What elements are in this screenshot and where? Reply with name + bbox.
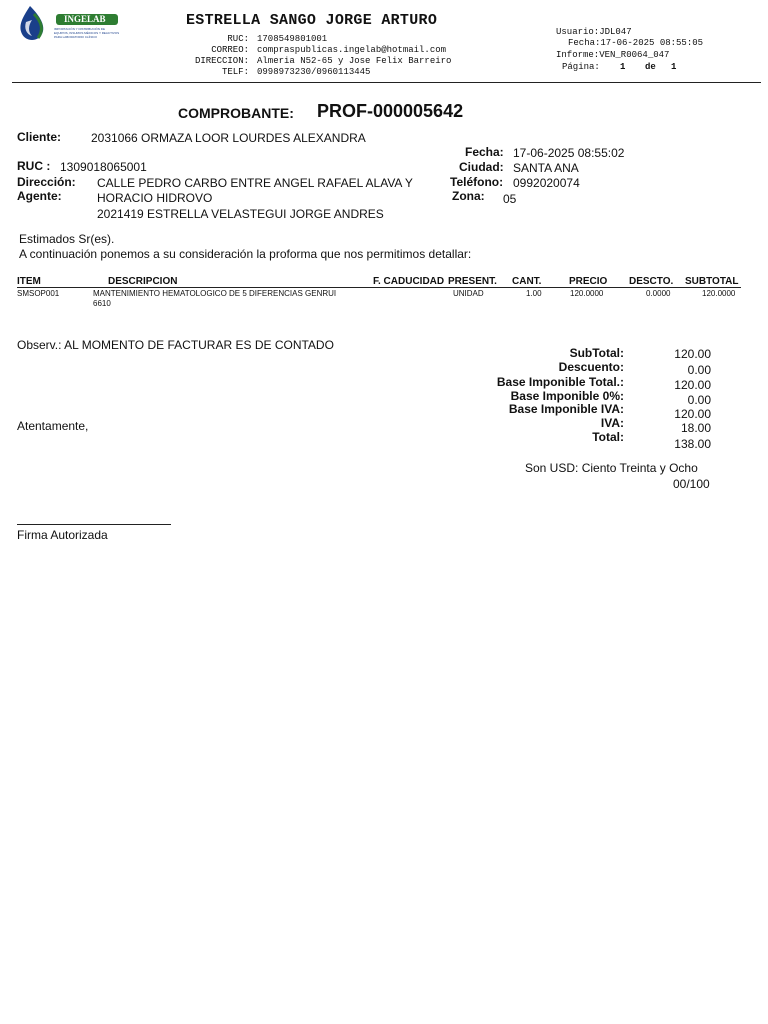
col-descto-header: DESCTO. [629, 276, 674, 287]
client-direccion-label: Dirección: [17, 175, 76, 189]
col-precio-header: PRECIO [569, 276, 608, 287]
company-telf: 0998973230/0960113445 [257, 67, 371, 77]
descuento-value: 0.00 [687, 363, 711, 377]
company-ruc-label: RUC: [227, 34, 249, 44]
client-agente-label: Agente: [17, 189, 62, 203]
row-present: UNIDAD [453, 289, 484, 298]
iva-value: 18.00 [680, 421, 711, 435]
row-descto: 0.0000 [646, 289, 671, 298]
observation: Observ.: AL MOMENTO DE FACTURAR ES DE CONTADO [17, 338, 334, 352]
intro-text: A continuación ponemos a su consideración la proforma que nos permitimos detallar: [19, 247, 472, 261]
table-header-divider [17, 287, 741, 288]
subtotal-label: SubTotal: [569, 346, 624, 360]
client-fecha: 17-06-2025 08:55:02 [513, 146, 625, 160]
total-value: 138.00 [674, 437, 711, 451]
col-present-header: PRESENT. [448, 276, 497, 287]
row-subtotal: 120.0000 [702, 289, 736, 298]
comprobante-label: COMPROBANTE: [178, 105, 294, 121]
client-fecha-label: Fecha: [465, 145, 504, 159]
logo-text: INGELAB [64, 14, 106, 24]
cliente-value: 2031066 ORMAZA LOOR LOURDES ALEXANDRA [91, 131, 366, 145]
logo-tagline: IMPORTACIÓN Y DISTRIBUCIÓN DE EQUIPOS, INSUMOS MÉDICOS Y REACTIVOS PARA LABORATORIO CLÍNICO [54, 27, 120, 39]
row-cant: 1.00 [526, 289, 542, 298]
col-caducidad-header: F. CADUCIDAD [373, 276, 445, 287]
base-0-label: Base Imponible 0%: [510, 389, 624, 403]
row-precio: 120.0000 [570, 289, 604, 298]
company-telf-label: TELF: [221, 67, 249, 77]
base-iva-label: Base Imponible IVA: [508, 402, 624, 416]
amount-cents: 00/100 [673, 477, 710, 491]
client-direccion-line2: HORACIO HIDROVO [97, 191, 213, 205]
descuento-label: Descuento: [558, 360, 624, 374]
company-name: ESTRELLA SANGO JORGE ARTURO [186, 12, 438, 29]
cliente-label: Cliente: [17, 130, 62, 144]
subtotal-value: 120.00 [674, 347, 711, 361]
col-item-header: ITEM [17, 276, 41, 287]
signature-line [17, 524, 171, 525]
company-direccion: Almeria N52-65 y Jose Felix Barreiro [257, 56, 452, 66]
row-item: SMSOP001 [17, 289, 60, 298]
closing-text: Atentamente, [17, 419, 89, 433]
company-correo: compraspublicas.ingelab@hotmail.com [257, 45, 447, 55]
col-cant-header: CANT. [512, 276, 542, 287]
client-ruc-label: RUC : [17, 159, 51, 173]
client-ciudad: SANTA ANA [513, 161, 579, 175]
client-zona: 05 [503, 192, 517, 206]
comprobante-number: PROF-000005642 [317, 101, 464, 121]
client-ruc: 1309018065001 [60, 160, 147, 174]
iva-label: IVA: [600, 416, 624, 430]
client-telefono: 0992020074 [513, 176, 580, 190]
total-label: Total: [592, 430, 624, 444]
system-informe: Informe:VEN_R0064_047 [556, 50, 670, 60]
system-usuario: Usuario:JDL047 [556, 27, 632, 37]
signature-label: Firma Autorizada [17, 528, 108, 542]
client-direccion-line1: CALLE PEDRO CARBO ENTRE ANGEL RAFAEL ALAVA Y [97, 176, 413, 190]
col-descripcion-header: DESCRIPCION [108, 276, 178, 287]
client-telefono-label: Teléfono: [450, 175, 504, 189]
col-subtotal-header: SUBTOTAL [685, 276, 739, 287]
base-total-label: Base Imponible Total.: [496, 375, 624, 389]
company-direccion-label: DIRECCION: [194, 56, 249, 66]
greeting: Estimados Sr(es). [19, 232, 115, 246]
client-agente: 2021419 ESTRELLA VELASTEGUI JORGE ANDRES [97, 207, 384, 221]
company-correo-label: CORREO: [211, 45, 249, 55]
base-total-value: 120.00 [674, 378, 711, 392]
base-0-value: 0.00 [687, 393, 711, 407]
system-pagina-label: Página: [562, 62, 600, 72]
system-fecha: Fecha:17-06-2025 08:55:05 [568, 38, 704, 48]
row-descripcion-line2: 6610 [93, 299, 111, 308]
client-ciudad-label: Ciudad: [459, 160, 504, 174]
system-page: 1 [620, 62, 626, 72]
company-ruc: 1708549801001 [257, 34, 328, 44]
base-iva-value: 120.00 [674, 407, 711, 421]
header-divider [12, 82, 761, 83]
row-descripcion-line1: MANTENIMIENTO HEMATOLOGICO DE 5 DIFERENCIAS GENRUI [93, 289, 337, 298]
system-de: de [645, 62, 656, 72]
amount-in-words: Son USD: Ciento Treinta y Ocho [525, 461, 698, 475]
system-pages: 1 [671, 62, 677, 72]
client-zona-label: Zona: [452, 189, 485, 203]
company-logo [16, 4, 122, 44]
